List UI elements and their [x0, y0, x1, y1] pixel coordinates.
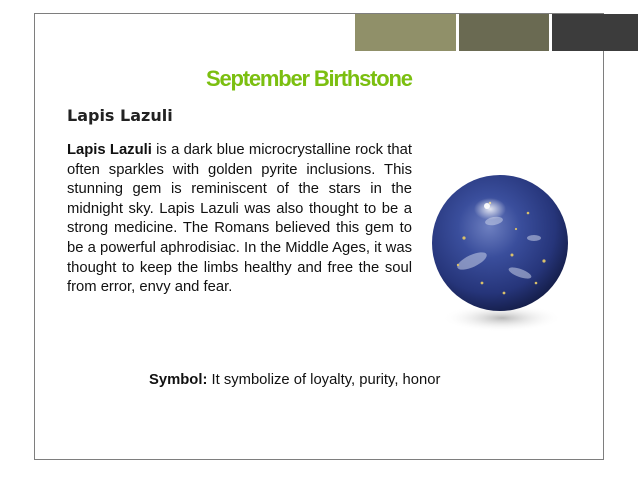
description-lead: Lapis Lazuli [67, 142, 152, 158]
symbol-text: It symbolize of loyalty, purity, honor [207, 372, 441, 388]
slide-title: September Birthstone [206, 66, 412, 91]
symbol-label: Symbol: [149, 372, 208, 388]
header-tab-dark-olive [459, 14, 549, 51]
slide-subtitle: Lapis Lazuli [67, 106, 173, 125]
header-tab-olive [355, 14, 456, 51]
description-text: is a dark blue microcrystalline rock that often sparkles with golden pyrite inclusions. This stunning gem is reminiscent of the stars in the midnight sky. Lapis Lazuli was also thought to be a strong medicine. The Romans believed this gem to be a powerful aphrodisiac. In the Middle Ages, it was thought to keep the limbs healthy and free the soul from error, envy and fear. [67, 142, 412, 296]
symbol-line [149, 372, 440, 388]
description-paragraph [67, 141, 412, 298]
header-tab-charcoal [552, 14, 638, 51]
lapis-lazuli-sphere-image [424, 143, 576, 348]
